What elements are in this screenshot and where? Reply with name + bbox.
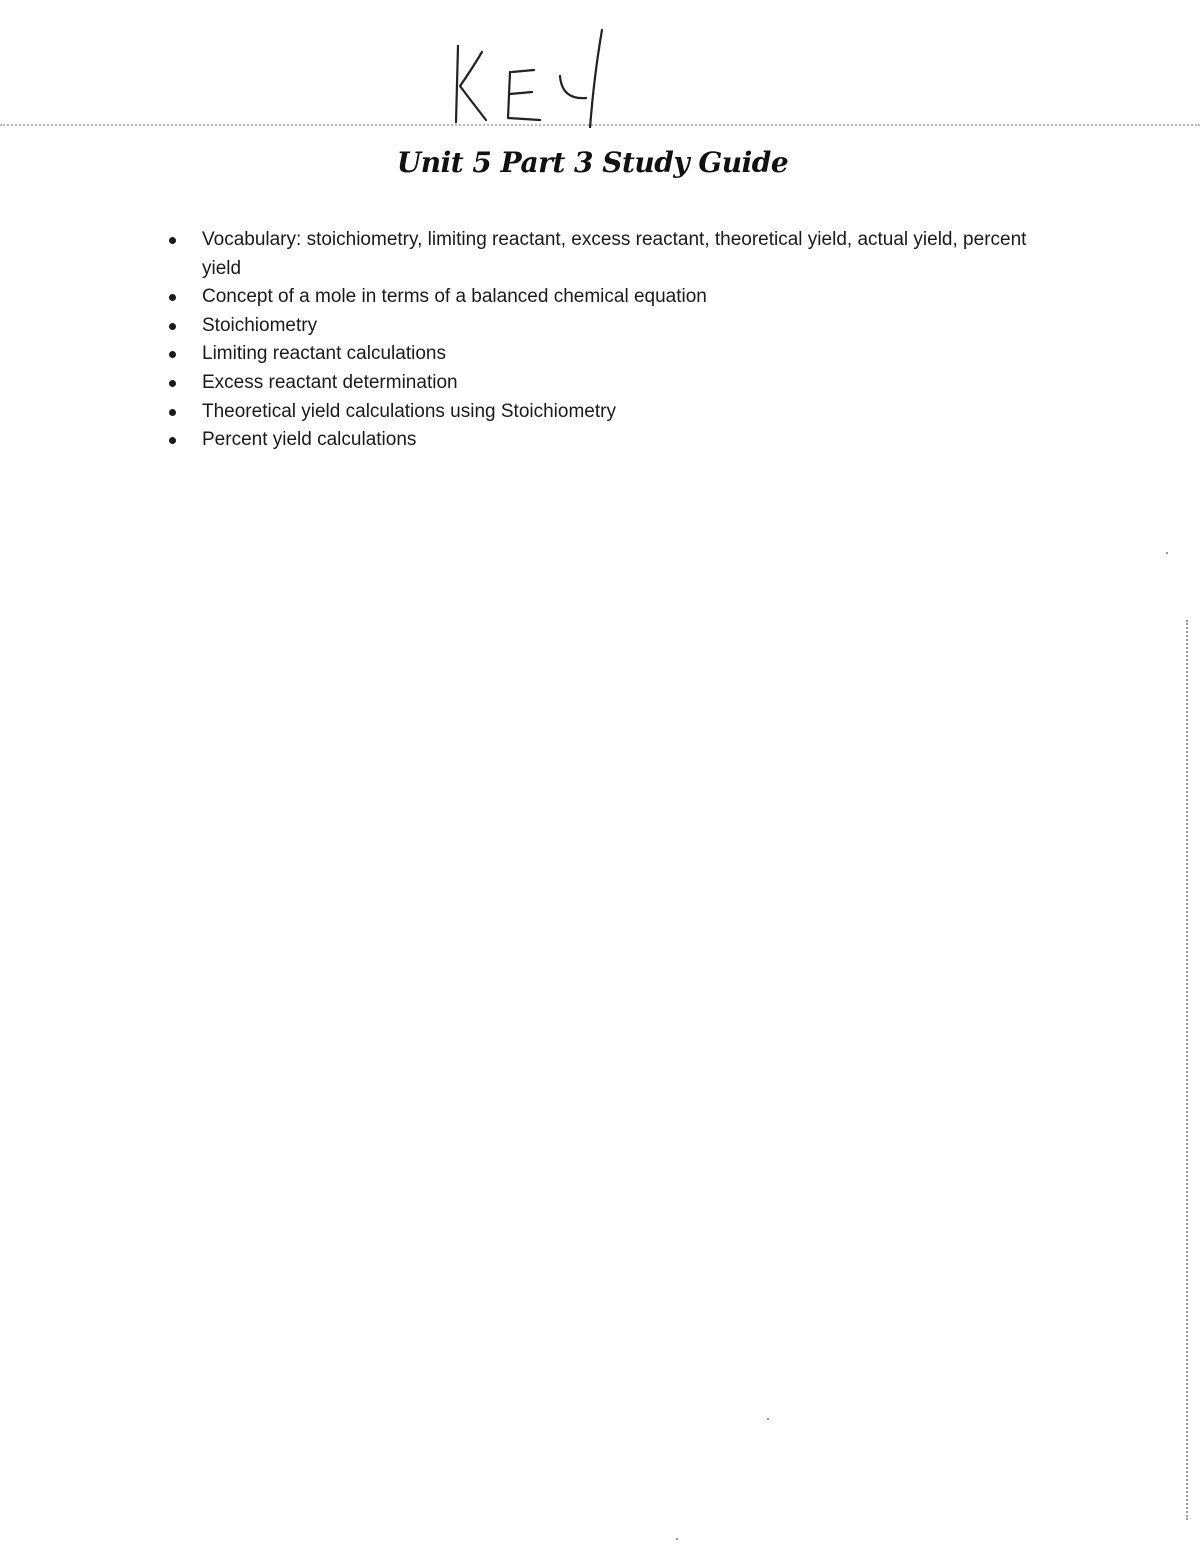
page-title: Unit 5 Part 3 Study Guide [396, 146, 789, 179]
topic-text: Vocabulary: stoichiometry, limiting reactant, excess reactant, theoretical yield, actual yield, percent yield [202, 229, 1027, 279]
bullet-icon [169, 437, 176, 444]
list-item [168, 283, 1028, 312]
handwritten-key-drawing [440, 28, 640, 128]
bullet-icon [169, 409, 176, 416]
bullet-icon [169, 294, 176, 301]
scan-speck [676, 1538, 678, 1540]
scan-speck [767, 1418, 769, 1420]
topic-text: Percent yield calculations [202, 429, 417, 451]
list-item [168, 226, 1028, 283]
topic-text: Excess reactant determination [202, 371, 458, 393]
topic-text: Concept of a mole in terms of a balanced chemical equation [202, 286, 707, 308]
scan-edge-marks [1186, 620, 1190, 1520]
list-item [168, 312, 1028, 341]
study-topics-list [168, 226, 1028, 455]
scan-speck [1166, 552, 1168, 554]
bullet-icon [169, 323, 176, 330]
list-item [168, 340, 1028, 369]
list-item [168, 369, 1028, 398]
topic-text: Theoretical yield calculations using Stoichiometry [202, 400, 616, 422]
list-item [168, 398, 1028, 427]
topic-text: Limiting reactant calculations [202, 343, 446, 365]
bullet-icon [169, 237, 176, 244]
handwritten-key-annotation [440, 28, 640, 128]
bullet-icon [169, 380, 176, 387]
bullet-icon [169, 351, 176, 358]
topic-text: Stoichiometry [202, 314, 318, 336]
list-item [168, 426, 1028, 455]
